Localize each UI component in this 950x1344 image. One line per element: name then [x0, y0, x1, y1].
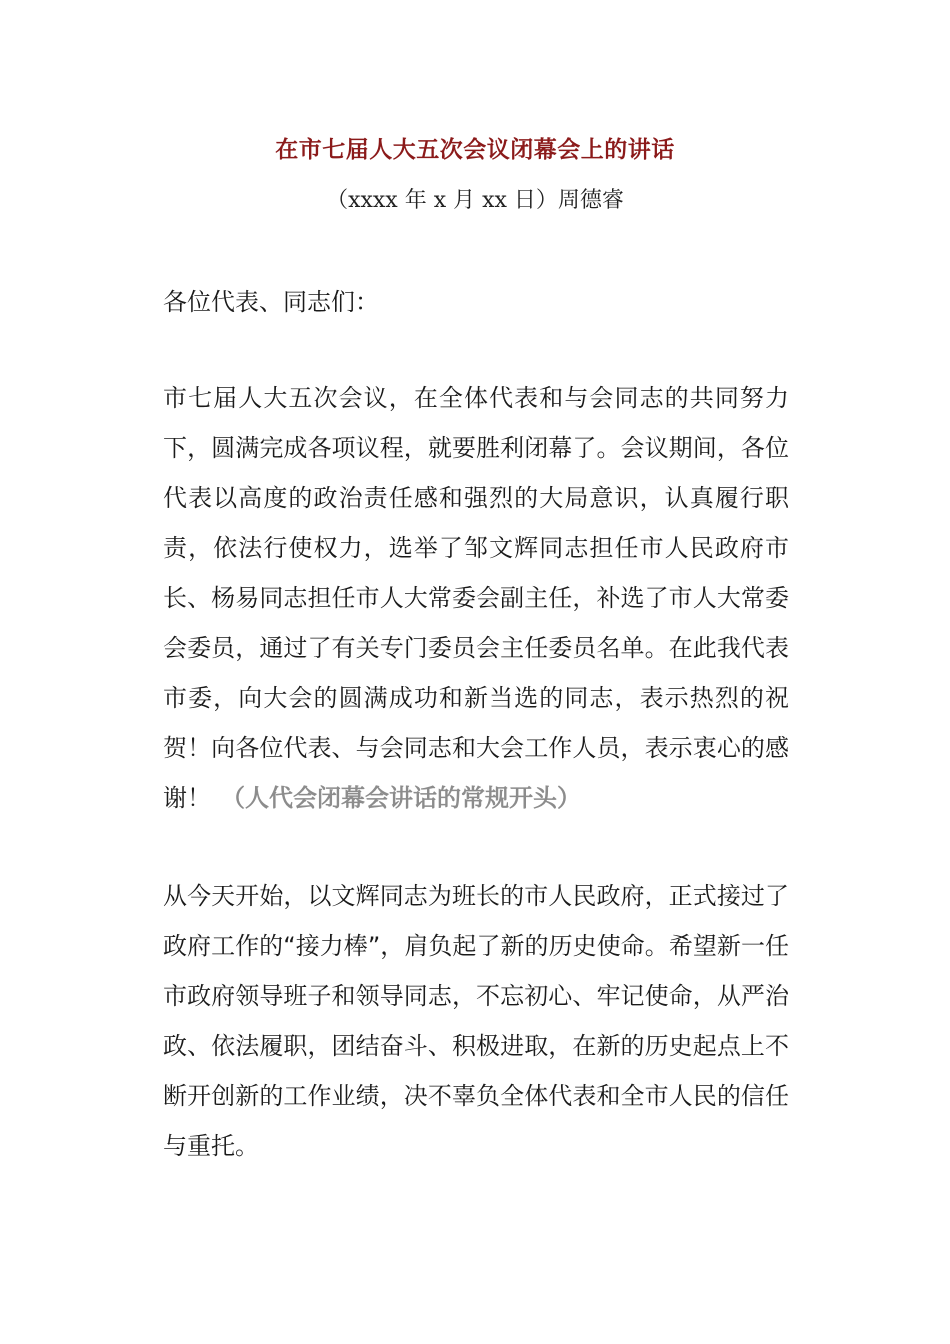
salutation: 各位代表、同志们： [163, 288, 379, 316]
paragraph-1-note: （人代会闭幕会讲话的常规开头） [221, 784, 581, 812]
paragraph-2-text: 从今天开始，以文辉同志为班长的市人民政府，正式接过了政府工作的“接力棒”，肩负起了新的历史使命。希望新一任市政府领导班子和领导同志，不忘初心、牢记使命，从严治政、依法履职，团结奋斗、积极进取，在新的历史起点上不断开创新的工作业绩，决不辜负全体代表和全市人民的信任与重托。 [163, 882, 789, 1160]
document-title: 在市七届人大五次会议闭幕会上的讲话 [275, 136, 675, 163]
document-subtitle: （xxxx 年 x 月 xx 日）周德睿 [326, 188, 624, 213]
paragraph-2 [163, 871, 789, 1171]
paragraph-1 [163, 373, 789, 823]
paragraph-1-text: 市七届人大五次会议，在全体代表和与会同志的共同努力下，圆满完成各项议程，就要胜利闭幕了。会议期间，各位代表以高度的政治责任感和强烈的大局意识，认真履行职责，依法行使权力，选举了邹文辉同志担任市人民政府市长、杨易同志担任市人大常委会副主任，补选了市人大常委会委员，通过了有关专门委员会主任委员名单。在此我代表市委，向大会的圆满成功和新当选的同志，表示热烈的祝贺！向各位代表、与会同志和大会工作人员，表示衷心的感谢！ [163, 384, 789, 812]
